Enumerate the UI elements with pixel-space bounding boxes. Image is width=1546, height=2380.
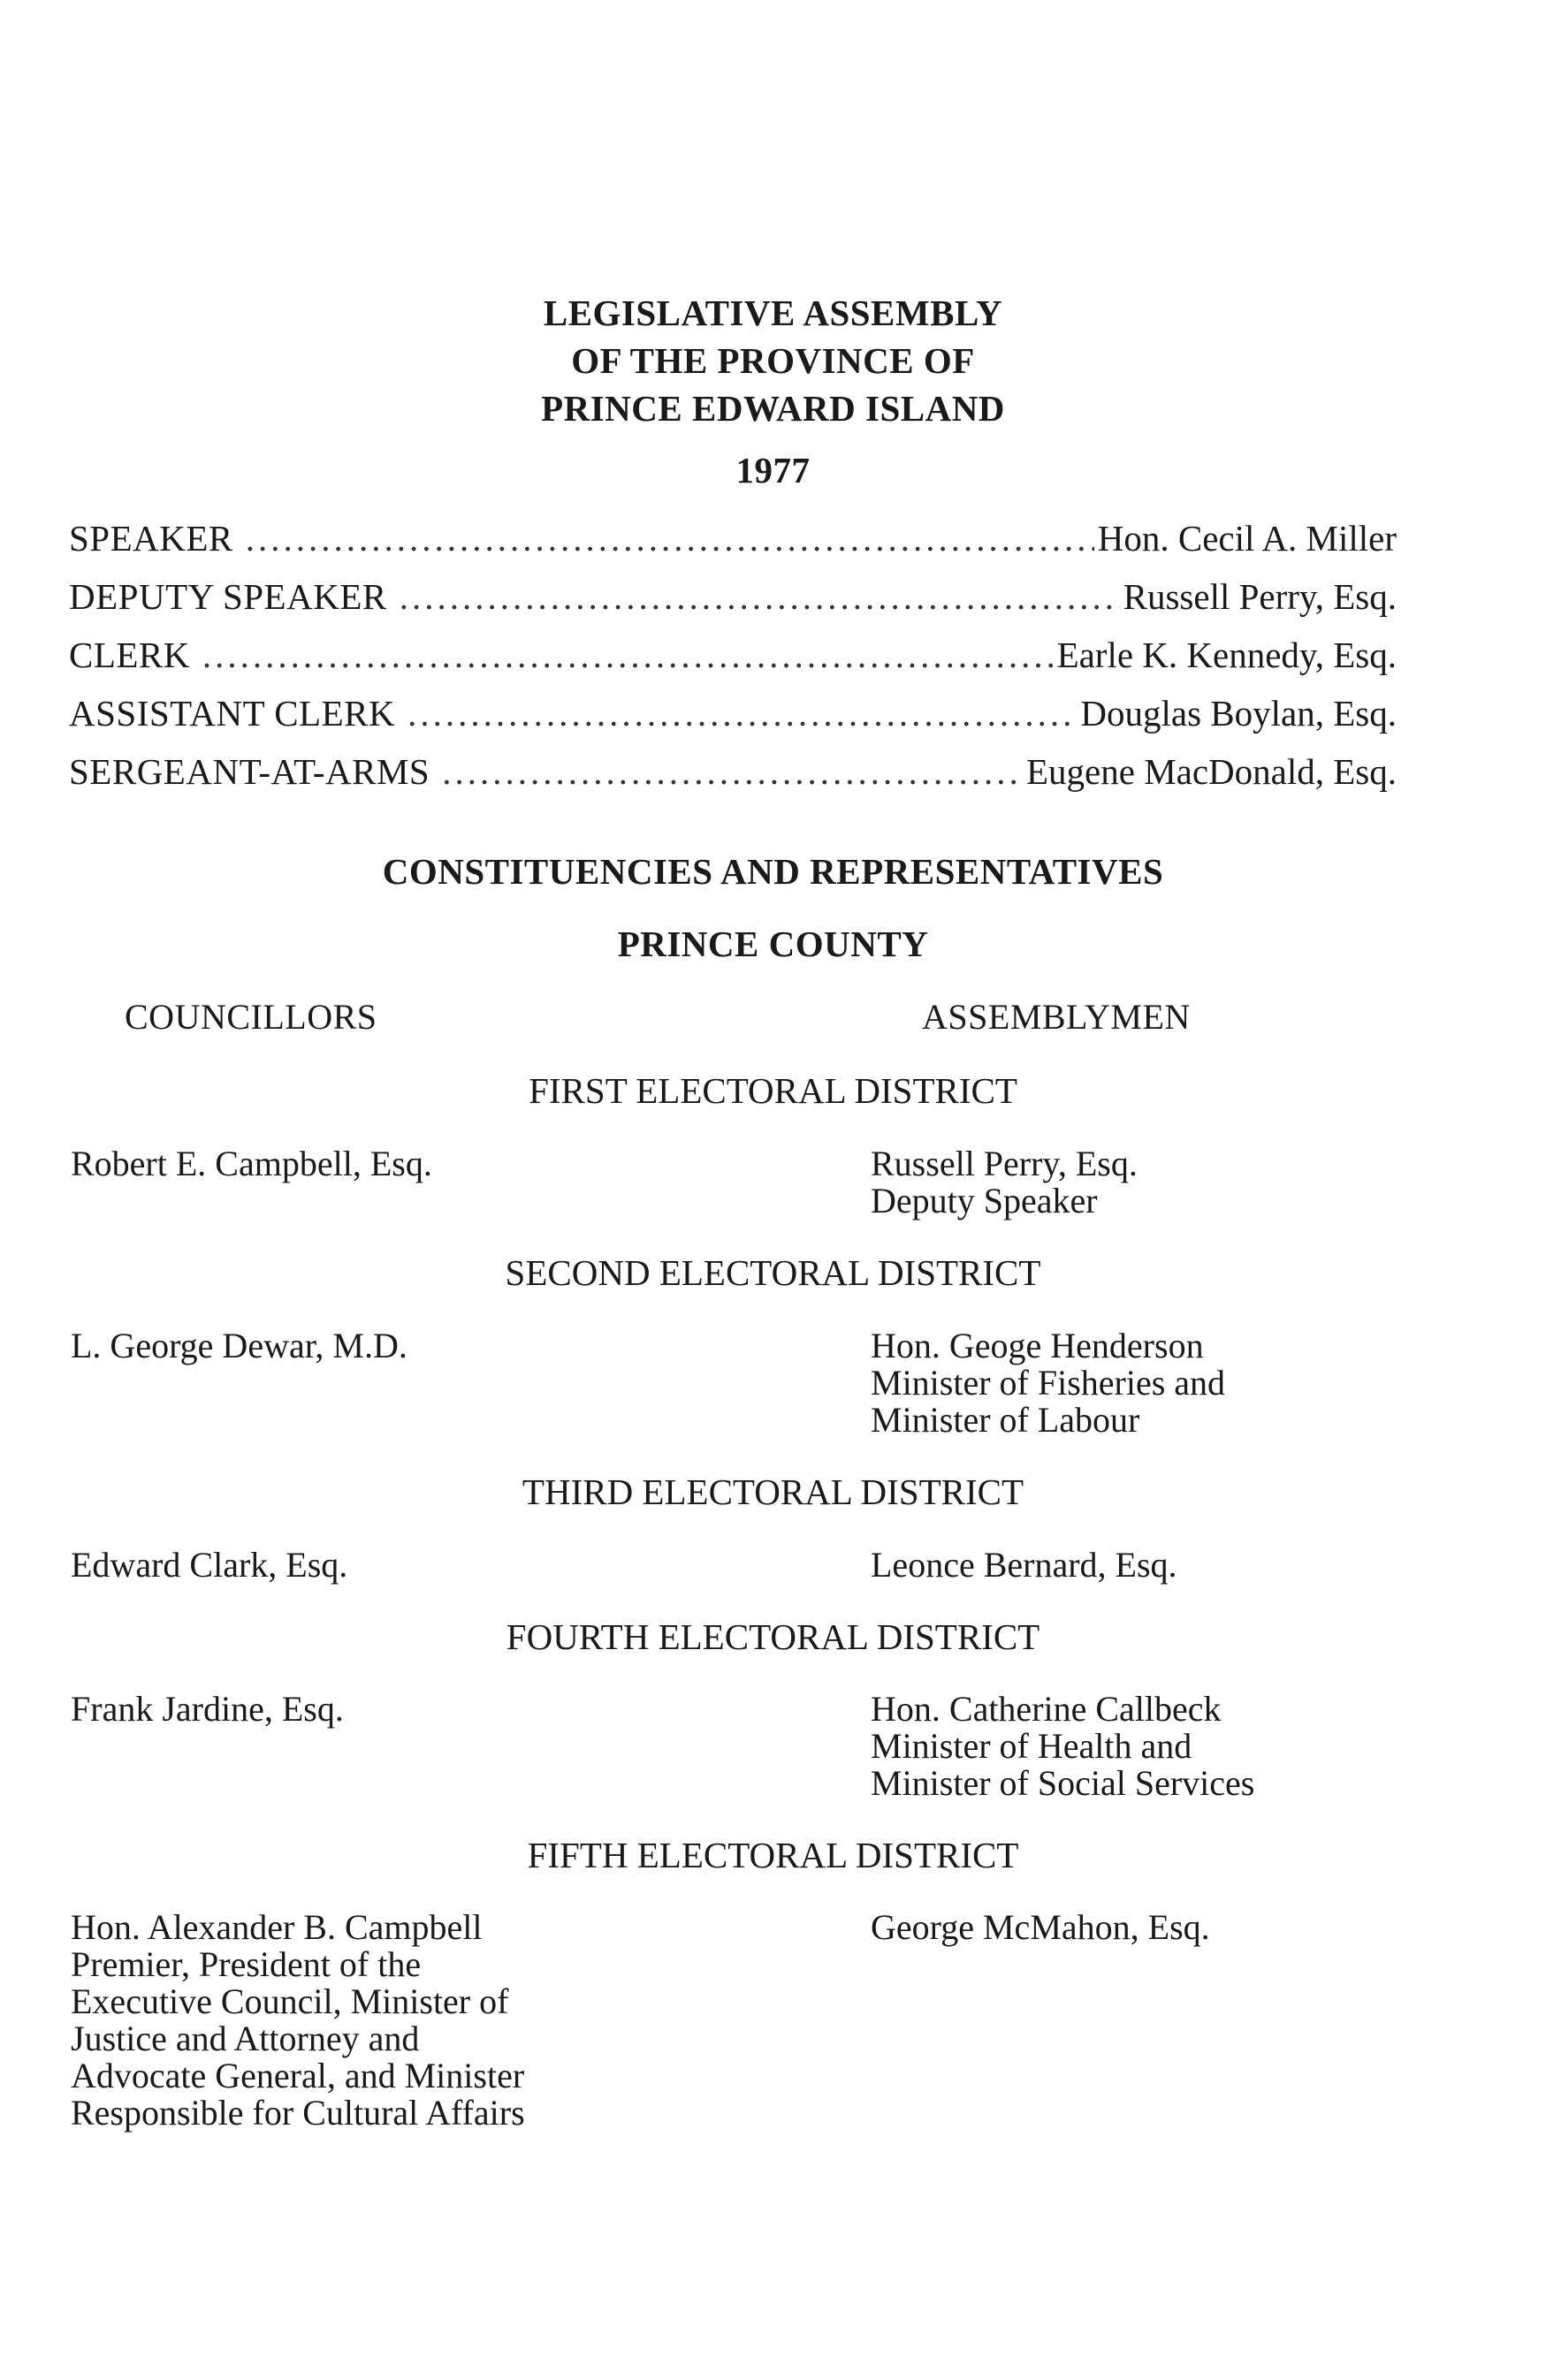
officer-title: SPEAKER [69, 518, 233, 559]
officer-title: ASSISTANT CLERK [69, 693, 396, 734]
officer-row-clerk [69, 634, 1397, 683]
column-heading-councillors: COUNCILLORS [125, 997, 377, 1037]
officer-row-assistant-clerk [69, 692, 1397, 741]
dot-leader [442, 750, 1023, 793]
assemblyman-fourth-district [871, 1691, 1254, 1802]
councillor-fifth-district [71, 1909, 525, 2132]
assemblyman-line: Russell Perry, Esq. [871, 1144, 1138, 1183]
district-heading-first: FIRST ELECTORAL DISTRICT [529, 1070, 1017, 1111]
assemblyman-line: Hon. Geoge Henderson [871, 1326, 1204, 1365]
councillor-line: Hon. Alexander B. Campbell [71, 1907, 483, 1947]
assemblyman-line: Minister of Social Services [871, 1763, 1255, 1803]
assemblyman-line: Deputy Speaker [871, 1181, 1098, 1220]
column-heading-assemblymen: ASSEMBLYMEN [922, 997, 1191, 1037]
councillor-line: Justice and Attorney and [71, 2019, 420, 2058]
assemblyman-line: Minister of Health and [871, 1726, 1192, 1766]
assemblyman-line: Minister of Labour [871, 1400, 1140, 1440]
councillor-line: Premier, President of the [71, 1944, 422, 1984]
assemblyman-second-district [871, 1327, 1225, 1439]
officer-name: Douglas Boylan, Esq. [1080, 693, 1397, 734]
district-heading-fifth: FIFTH ELECTORAL DISTRICT [527, 1835, 1019, 1875]
officer-row-sergeant-at-arms [69, 750, 1397, 800]
assembly-title-line-3: PRINCE EDWARD ISLAND [541, 388, 1005, 429]
assemblyman-fifth-district [871, 1909, 1210, 1946]
officer-name: Earle K. Kennedy, Esq. [1056, 635, 1397, 675]
officer-title: CLERK [69, 635, 190, 675]
councillor-line: Edward Clark, Esq. [71, 1545, 348, 1585]
councillor-line: L. George Dewar, M.D. [71, 1326, 407, 1365]
dot-leader [400, 575, 1120, 618]
dot-leader [407, 692, 1077, 734]
assemblyman-third-district [871, 1547, 1177, 1584]
councillor-line: Advocate General, and Minister [71, 2056, 525, 2095]
councillor-line: Executive Council, Minister of [71, 1981, 509, 2021]
assemblyman-first-district [871, 1145, 1138, 1220]
section-title: CONSTITUENCIES AND REPRESENTATIVES [382, 851, 1164, 892]
officer-name: Eugene MacDonald, Esq. [1026, 751, 1397, 792]
assemblyman-line: Leonce Bernard, Esq. [871, 1545, 1177, 1585]
county-title: PRINCE COUNTY [617, 924, 929, 964]
officer-title: SERGEANT-AT-ARMS [69, 751, 430, 792]
officer-title: DEPUTY SPEAKER [69, 576, 387, 617]
councillor-line: Robert E. Campbell, Esq. [71, 1144, 432, 1183]
district-heading-fourth: FOURTH ELECTORAL DISTRICT [506, 1616, 1040, 1657]
assembly-title-line-1: LEGISLATIVE ASSEMBLY [543, 293, 1003, 333]
assemblyman-line: Minister of Fisheries and [871, 1363, 1226, 1403]
assemblyman-line: Hon. Catherine Callbeck [871, 1689, 1222, 1729]
dot-leader [246, 517, 1094, 559]
councillor-first-district [71, 1145, 432, 1182]
assemblyman-line: George McMahon, Esq. [871, 1907, 1210, 1947]
councillor-fourth-district [71, 1691, 344, 1728]
dot-leader [202, 634, 1054, 676]
councillor-line: Frank Jardine, Esq. [71, 1689, 344, 1729]
councillor-third-district [71, 1547, 347, 1584]
councillor-second-district [71, 1327, 407, 1365]
assembly-title-line-2: OF THE PROVINCE OF [571, 340, 975, 381]
assembly-year: 1977 [735, 450, 811, 490]
officer-row-deputy-speaker [69, 575, 1397, 625]
officer-row-speaker [69, 517, 1397, 566]
district-heading-third: THIRD ELECTORAL DISTRICT [522, 1471, 1024, 1512]
district-heading-second: SECOND ELECTORAL DISTRICT [505, 1252, 1041, 1293]
officer-name: Hon. Cecil A. Miller [1097, 518, 1397, 559]
officer-name: Russell Perry, Esq. [1123, 576, 1397, 617]
councillor-line: Responsible for Cultural Affairs [71, 2093, 525, 2133]
